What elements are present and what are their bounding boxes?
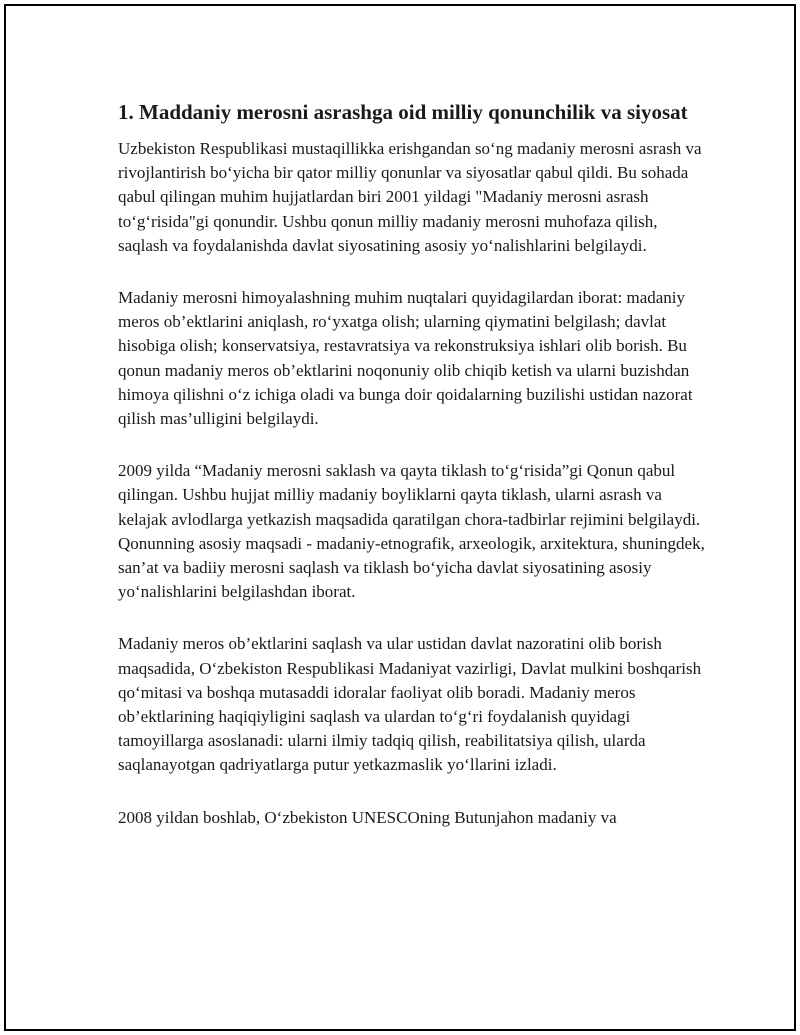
paragraph-3: 2009 yilda “Madaniy merosni saklash va qayta tiklash to‘g‘risida”gi Qonun qabul qilingan. Ushbu hujjat milliy madaniy boyliklarni qayta tiklash, ularni asrash va kelajak avlodlarga yetkazish maqsadida qaratilgan chora-tadbirlar rejimini belgilaydi. Qonunning asosiy maqsadi - madaniy-etnografik, arxeologik, arxitektura, shuningdek, san’at va badiiy merosni saqlash va tiklash bo‘yicha davlat siyosatining asosiy yo‘nalishlarini belgilashdan iborat. bbox=[118, 461, 705, 602]
paragraph-2: Madaniy merosni himoyalashning muhim nuqtalari quyidagilardan iborat: madaniy meros ob’ektlarini aniqlash, ro‘yxatga olish; ularning qiymatini belgilash; davlat hisobiga olish; konservatsiya, restavratsiya va rekonstruksiya ishlari olib borish. Bu qonun madaniy meros ob’ektlarini noqonuniy olib chiqib ketish va ularni buzishdan himoya qilishni o‘z ichiga oladi va bunga doir qoidalarning buzilishi ustidan nazorat qilish mas’ulligini belgilaydi. bbox=[118, 288, 693, 429]
document-page bbox=[4, 4, 796, 1031]
paragraph-1: Uzbekiston Respublikasi mustaqillikka erishgandan so‘ng madaniy merosni asrash va rivojlantirish bo‘yicha bir qator milliy qonunlar va siyosatlar qabul qildi. Bu sohada qabul qilingan muhim hujjatlardan biri 2001 yildagi "Madaniy merosni asrash to‘g‘risida"gi qonundir. Ushbu qonun milliy madaniy merosni muhofaza qilish, saqlash va foydalanishda davlat siyosatining asosiy yo‘nalishlarini belgilaydi. bbox=[118, 139, 702, 255]
paragraph-5: 2008 yildan boshlab, O‘zbekiston UNESCOning Butunjahon madaniy va bbox=[118, 807, 617, 827]
section-heading: 1. Maddaniy merosni asrashga oid milliy qonunchilik va siyosat bbox=[118, 100, 688, 124]
document-content bbox=[118, 98, 708, 858]
paragraph-4: Madaniy meros ob’ektlarini saqlash va ular ustidan davlat nazoratini olib borish maqsadida, O‘zbekiston Respublikasi Madaniyat vazirligi, Davlat mulkini boshqarish qo‘mitasi va boshqa mutasaddi idoralar faoliyat olib boradi. Madaniy meros ob’ektlarining haqiqiyligini saqlash va ulardan to‘g‘ri foydalanish quyidagi tamoyillarga asoslanadi: ularni ilmiy tadqiq qilish, reabilitatsiya qilish, ularda saqlanayotgan qadriyatlarga putur yetkazmaslik yo‘llarini izladi. bbox=[118, 634, 702, 775]
